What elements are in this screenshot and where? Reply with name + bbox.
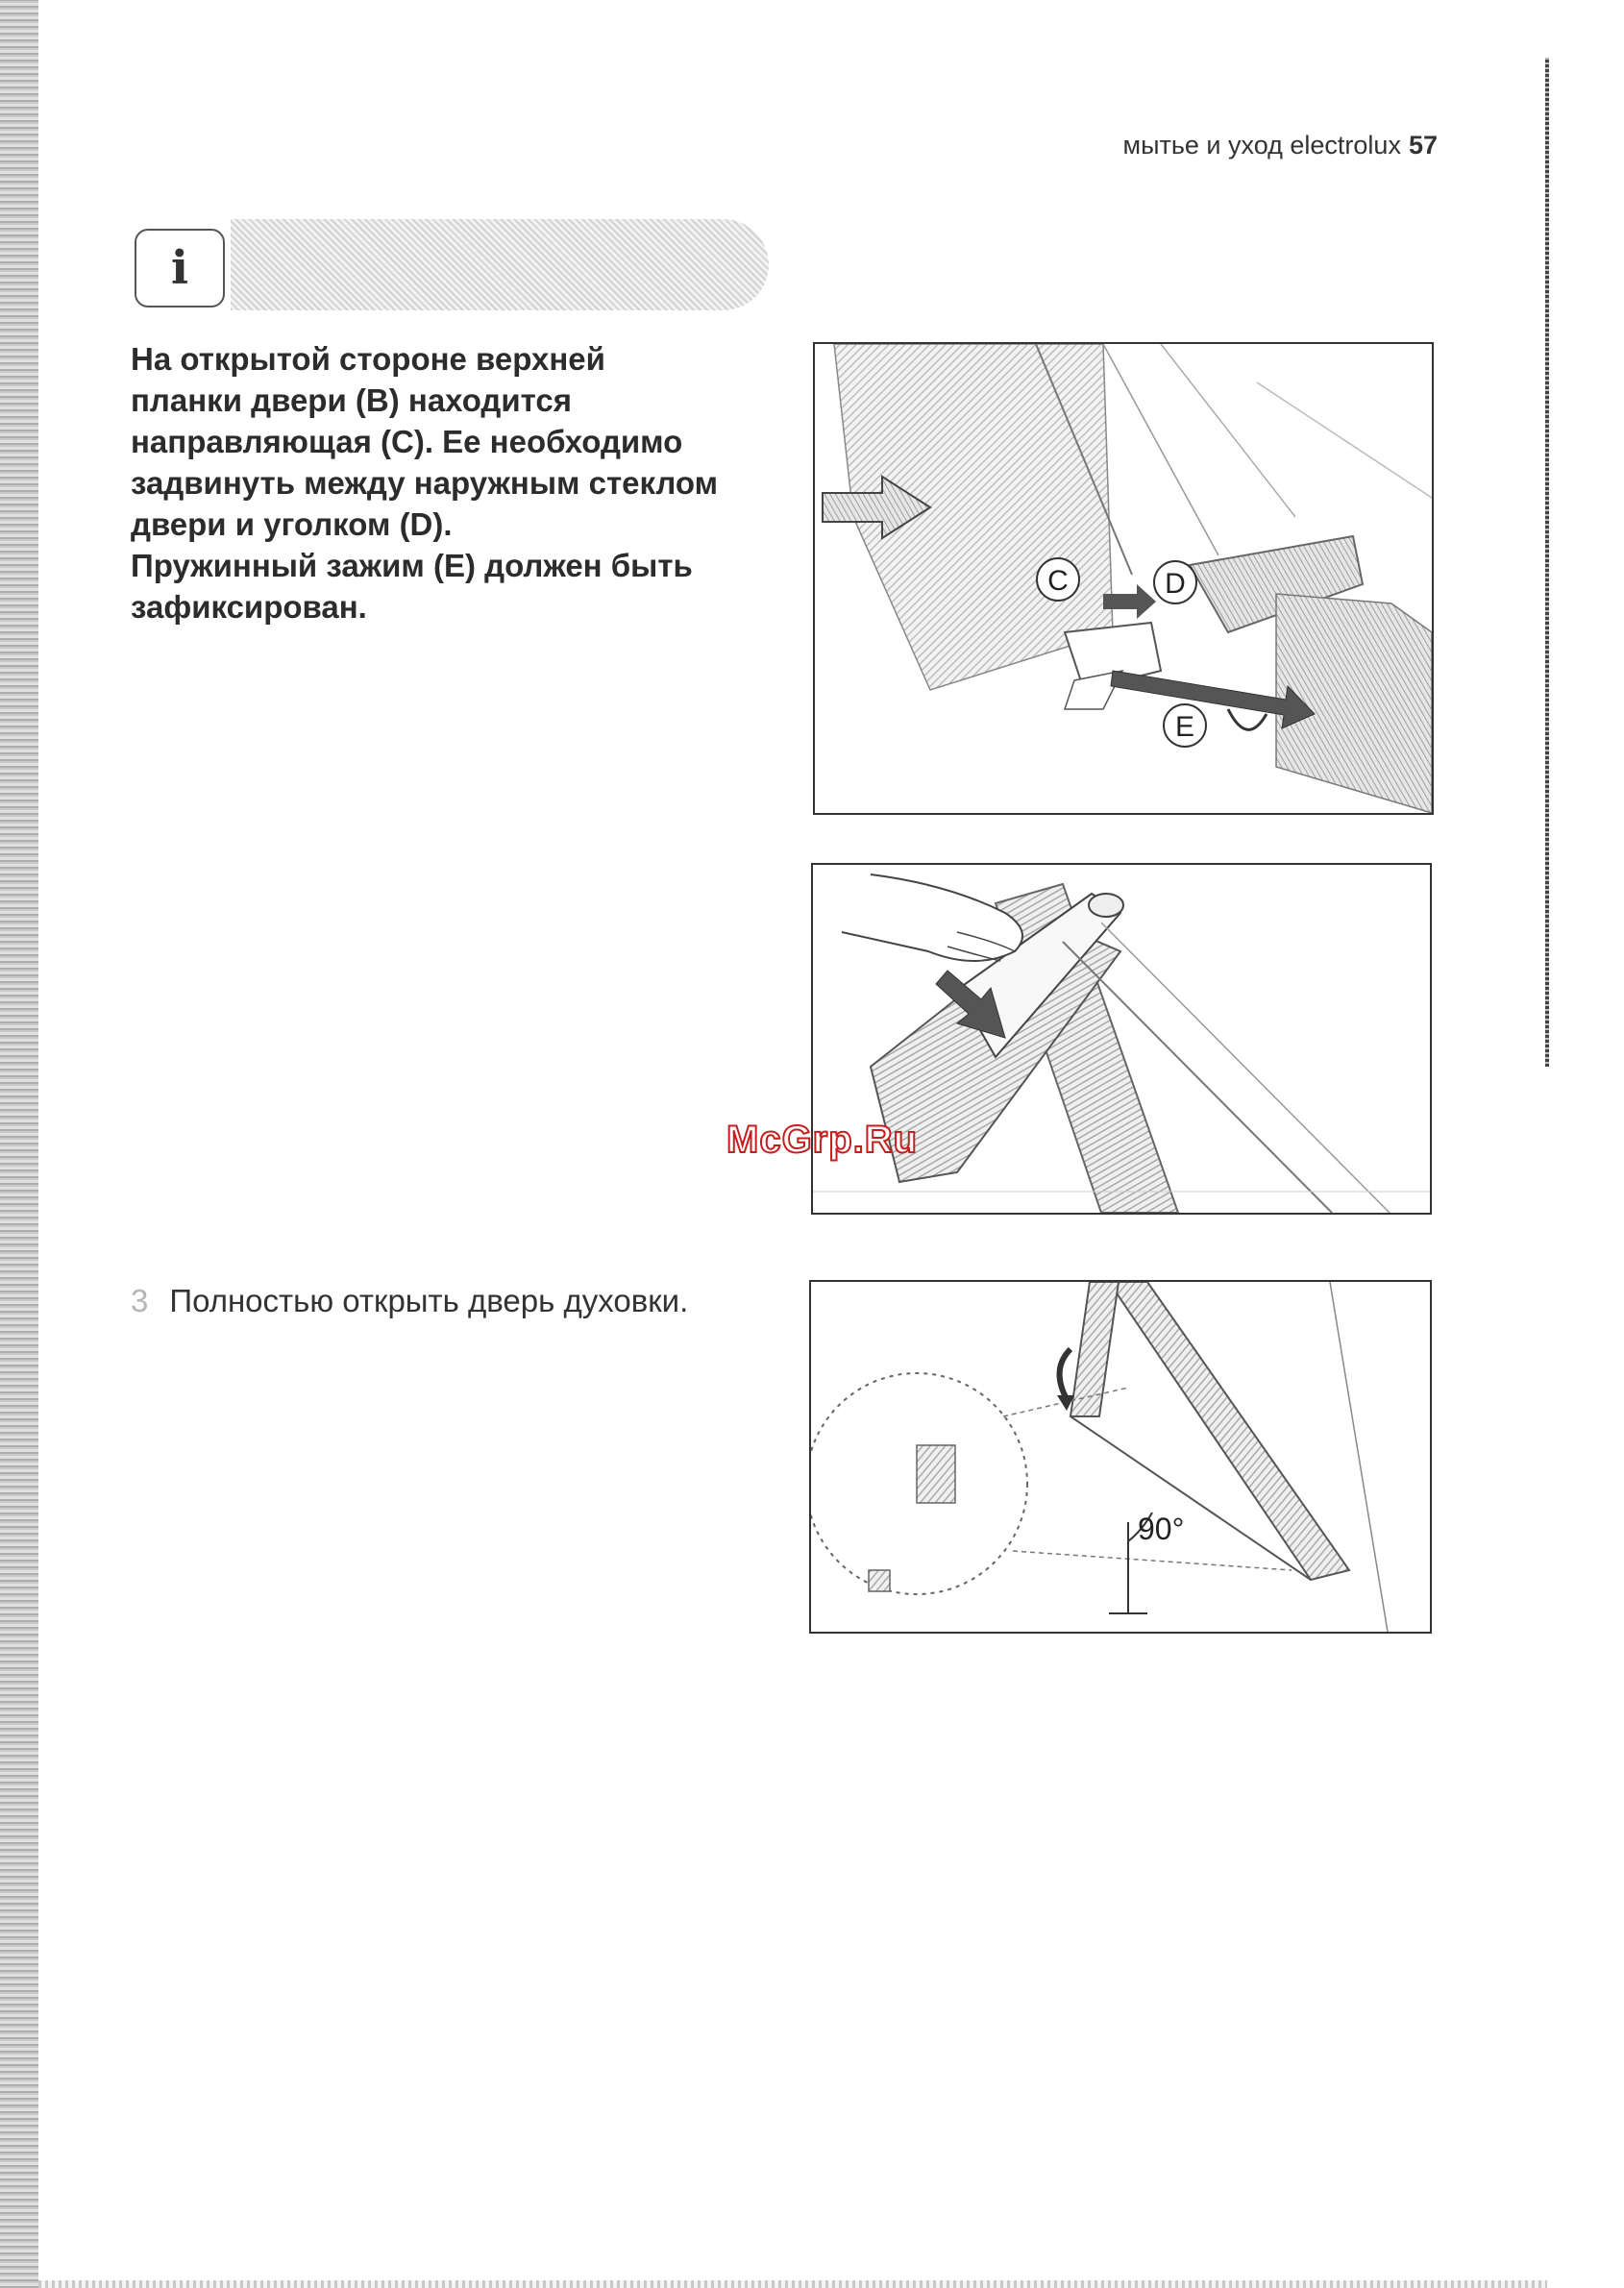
info-icon — [135, 229, 225, 308]
callout-d: D — [1165, 568, 1186, 600]
page-number: 57 — [1408, 131, 1438, 160]
step-text: Полностью открыть дверь духовки. — [169, 1283, 689, 1318]
info-band — [231, 219, 769, 310]
callout-e: E — [1174, 711, 1195, 743]
step-number: 3 — [131, 1283, 149, 1318]
scan-edge-left — [0, 0, 38, 2288]
figure-door-open — [809, 1280, 1432, 1634]
step-3 — [131, 1280, 765, 1321]
header-section: мытье и уход electrolux — [1122, 131, 1401, 160]
scan-bottom-edge — [38, 2280, 1547, 2288]
angle-label: 90° — [1138, 1512, 1185, 1546]
figure-guide-rail — [813, 342, 1434, 815]
watermark: McGrp.Ru — [726, 1119, 919, 1161]
callout-c: C — [1047, 565, 1069, 597]
page-header — [1019, 131, 1438, 160]
figure-push-door — [811, 863, 1432, 1215]
info-glyph: i — [170, 241, 189, 295]
scan-edge-right — [1545, 58, 1549, 1067]
instruction-text: На открытой стороне верхней планки двери (B) находится направляющая (C). Ее необходимо задвинуть между наружным стеклом двери и уголком (D). Пружинный зажим (E) должен быть зафиксирован. — [131, 341, 719, 625]
